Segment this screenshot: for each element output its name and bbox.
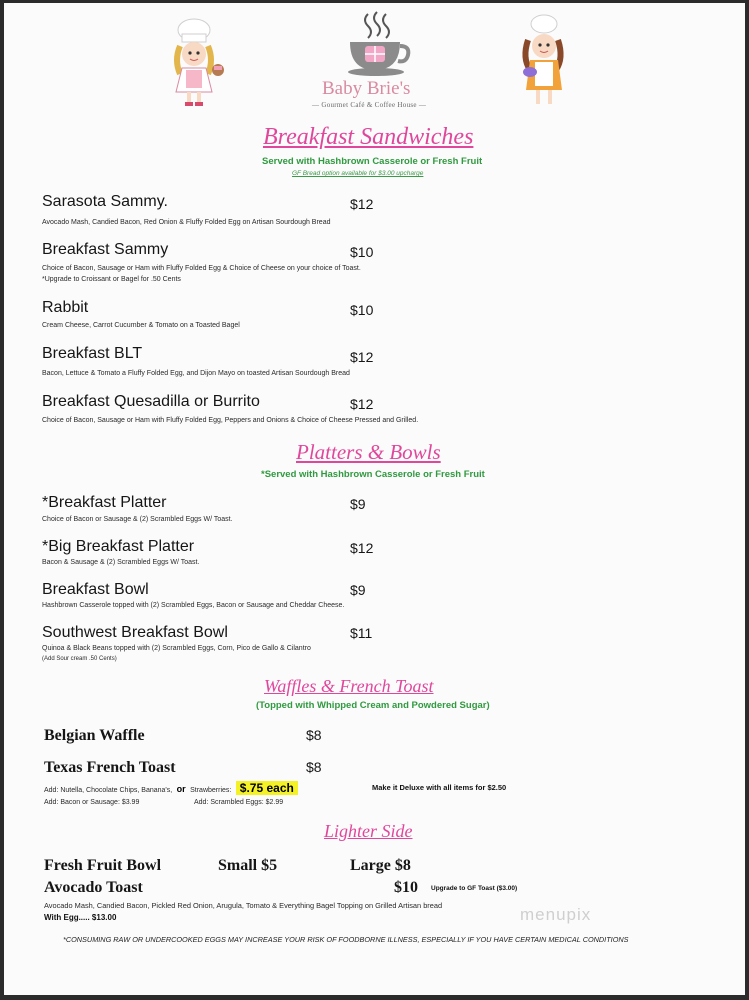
section-title-breakfast-sandwiches: Breakfast Sandwiches: [263, 124, 474, 150]
addons-bacon: Add: Bacon or Sausage: $3.99: [44, 799, 140, 806]
section-title-platters-bowls: Platters & Bowls: [296, 440, 441, 464]
menu-item-price: $12: [350, 196, 374, 212]
addons-strawberries: Strawberries:: [190, 787, 232, 794]
coffee-cup-icon: [346, 10, 412, 80]
logo-title: Baby Brie's: [322, 78, 411, 99]
menu-item-description: Bacon, Lettuce & Tomato a Fluffy Folded Egg, and Dijon Mayo on toasted Artisan Sourdough Bread: [42, 370, 350, 377]
logo-subtitle: — Gourmet Café & Coffee House —: [312, 101, 427, 109]
menu-item-name: Breakfast Sammy: [42, 241, 169, 258]
avocado-toast-with-egg: With Egg..... $13.00: [44, 913, 117, 922]
addons-toppings: Add: Nutella, Chocolate Chips, Banana's,: [44, 787, 173, 794]
menu-item-description: Quinoa & Black Beans topped with (2) Scrambled Eggs, Corn, Pico de Gallo & Cilantro: [42, 645, 311, 652]
menu-item-price: $10: [350, 302, 374, 318]
gf-bread-note: GF Bread option available for $3.00 upcharge: [292, 170, 424, 177]
menu-item-description: Avocado Mash, Candied Bacon, Red Onion & Fluffy Folded Egg on Artisan Sourdough Bread: [42, 219, 331, 226]
platters-subtitle: *Served with Hashbrown Casserole or Fresh Fruit: [261, 469, 485, 480]
chef-girl-baking-icon: [518, 14, 568, 110]
menu-item-description: Choice of Bacon, Sausage or Ham with Fluffy Folded Egg & Choice of Cheese on your choice of Toast.: [42, 265, 361, 272]
menu-item-description: Hashbrown Casserole topped with (2) Scrambled Eggs, Bacon or Sausage and Cheddar Cheese.: [42, 602, 345, 609]
menu-item-addon-note: (Add Sour cream .50 Cents): [42, 656, 117, 662]
menu-item-price: $8: [306, 727, 322, 743]
menu-item-upgrade-note: *Upgrade to Croissant or Bagel for .50 Cents: [42, 276, 181, 283]
menu-item-price: $9: [350, 582, 366, 598]
fruit-bowl-large-price: Large $8: [350, 857, 411, 874]
menu-item-description: Bacon & Sausage & (2) Scrambled Eggs W/ Toast.: [42, 559, 200, 566]
breakfast-subtitle: Served with Hashbrown Casserole or Fresh Fruit: [262, 156, 483, 167]
menu-item-price: $11: [350, 625, 373, 641]
menu-item-description: Cream Cheese, Carrot Cucumber & Tomato on a Toasted Bagel: [42, 322, 240, 329]
menu-item-name: Breakfast BLT: [42, 345, 143, 362]
menu-item-name: Southwest Breakfast Bowl: [42, 624, 228, 641]
waffles-subtitle: (Topped with Whipped Cream and Powdered Sugar): [256, 700, 490, 711]
avocado-toast-name: Avocado Toast: [44, 879, 143, 896]
avocado-toast-price: $10: [394, 879, 418, 896]
raw-egg-disclaimer: *CONSUMING RAW OR UNDERCOOKED EGGS MAY INCREASE YOUR RISK OF FOODBORNE ILLNESS, ESPECIALLY IF YOU HAVE CERTAIN MEDICAL CONDITIONS: [63, 935, 629, 944]
fruit-bowl-small-price: Small $5: [218, 857, 278, 874]
menu-item-name: Belgian Waffle: [44, 727, 145, 744]
gf-toast-upgrade: Upgrade to GF Toast ($3.00): [431, 885, 518, 892]
chef-girl-icon: [172, 16, 228, 112]
waffle-addons-line: [44, 779, 298, 797]
fruit-bowl-name: Fresh Fruit Bowl: [44, 857, 162, 874]
addons-or: or: [176, 784, 186, 794]
menu-item-name: Rabbit: [42, 299, 89, 316]
menu-item-price: $12: [350, 396, 374, 412]
menu-item-name: Texas French Toast: [44, 759, 176, 776]
menu-item-name: *Big Breakfast Platter: [42, 538, 195, 555]
addons-eggs: Add: Scrambled Eggs: $2.99: [194, 799, 284, 806]
menu-item-name: Sarasota Sammy.: [42, 193, 168, 210]
section-title-lighter-side: Lighter Side: [324, 821, 413, 841]
menu-item-price: $10: [350, 244, 374, 260]
menu-item-price: $12: [350, 349, 374, 365]
menu-item-name: Breakfast Quesadilla or Burrito: [42, 393, 260, 410]
avocado-toast-description: Avocado Mash, Candied Bacon, Pickled Red Onion, Arugula, Tomato & Everything Bagel Topping on Grilled Artisan bread: [44, 901, 443, 910]
menu-item-price: $12: [350, 540, 374, 556]
menu-item-description: Choice of Bacon, Sausage or Ham with Fluffy Folded Egg, Peppers and Onions & Choice of Cheese Pressed and Grilled.: [42, 417, 419, 424]
menu-item-name: *Breakfast Platter: [42, 494, 167, 511]
each-price-highlight: $.75 each: [236, 781, 298, 795]
section-title-waffles-french-toast: Waffles & French Toast: [264, 676, 434, 696]
menu-item-description: Choice of Bacon or Sausage & (2) Scrambled Eggs W/ Toast.: [42, 516, 233, 523]
watermark: menupix: [520, 905, 592, 924]
deluxe-note: Make it Deluxe with all items for $2.50: [372, 783, 507, 792]
menu-item-name: Breakfast Bowl: [42, 581, 149, 598]
menu-item-price: $9: [350, 496, 366, 512]
menu-item-price: $8: [306, 759, 322, 775]
